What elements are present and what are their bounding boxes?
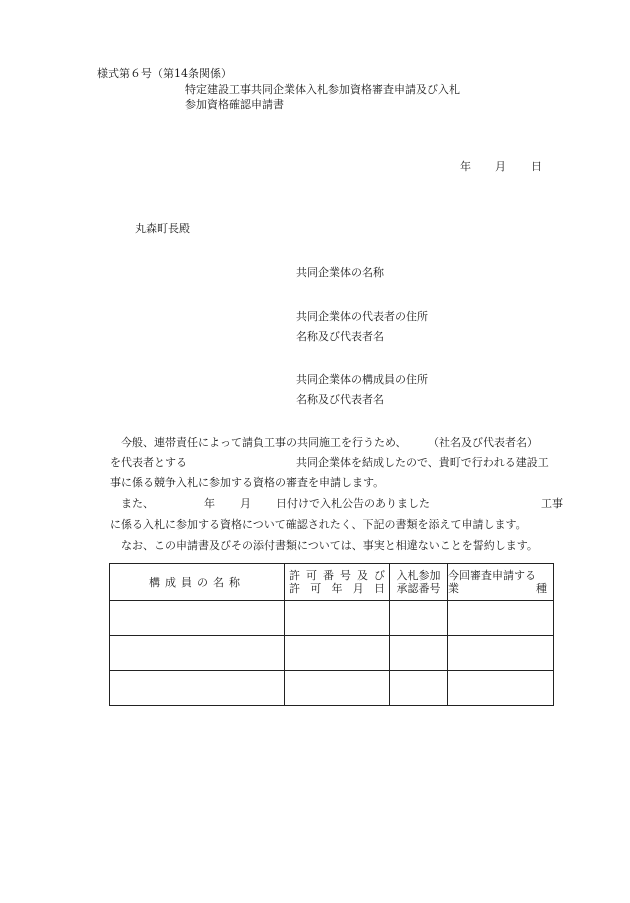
table-cell[interactable] [110,671,285,706]
body-p2-year: 年 [204,497,215,510]
col-business-type-header-line2a: 業 [448,582,459,595]
table-cell[interactable] [390,671,448,706]
body-p2-a: また、 [121,497,154,510]
body-p1-e: 事に係る競争入札に参加する資格の審査を申請します。 [110,476,385,489]
jv-name-label: 共同企業体の名称 [296,266,384,279]
rep-name-label: 名称及び代表者名 [296,330,384,343]
table-cell[interactable] [390,636,448,671]
table-header-row [110,564,554,601]
table-cell[interactable] [110,601,285,636]
body-p1-d: 共同企業体を結成したので、貴町で行われる建設工 [296,456,549,469]
body-p2-d: に係る入札に参加する資格について確認されたく、下記の書類を添えて申請します。 [110,518,527,531]
col-license-header-line1: 許可番号及び [289,569,385,582]
member-address-label: 共同企業体の構成員の住所 [296,373,428,386]
body-p2-c: 工事 [541,497,563,510]
table-row [110,601,554,636]
form-title-line2: 参加資格確認申請書 [185,98,284,111]
col-approval-header [390,564,448,601]
table-cell[interactable] [285,601,390,636]
member-table [109,563,554,706]
table-cell[interactable] [448,636,554,671]
col-approval-header-line1: 入札参加 [396,569,441,582]
date-year-label: 年 [460,160,471,173]
col-approval-header-line2: 承認番号 [396,582,441,595]
table-cell[interactable] [110,636,285,671]
table-cell[interactable] [285,671,390,706]
form-title-line1: 特定建設工事共同企業体入札参加資格審査申請及び入札 [185,83,460,96]
col-license-header [285,564,390,601]
col-business-type-header-line1: 今回審査申請する [448,569,536,582]
addressee: 丸森町長殿 [135,222,190,235]
table-row [110,636,554,671]
body-p2-month: 月 [240,497,251,510]
table-cell[interactable] [448,601,554,636]
body-p1-a: 今般、連帯責任によって請負工事の共同施工を行うため、 [121,436,407,449]
member-name-label: 名称及び代表者名 [296,393,384,406]
col-license-header-line2: 許可年月日 [289,582,385,595]
col-business-type-header [448,564,554,601]
body-p1-c: を代表者とする [110,456,187,469]
date-month-label: 月 [495,160,506,173]
table-row [110,671,554,706]
body-p2-b: 日付けで入札公告のありました [276,497,430,510]
date-day-label: 日 [531,160,542,173]
col-member-name-header: 構成員の名称 [110,564,285,601]
table-cell[interactable] [448,671,554,706]
body-p3: なお、この申請書及びその添付書類については、事実と相違ないことを誓約します。 [121,539,538,552]
col-business-type-header-line2b: 種 [536,582,547,595]
table-cell[interactable] [285,636,390,671]
table-cell[interactable] [390,601,448,636]
form-number: 様式第６号（第14条関係） [97,67,232,80]
body-p1-b: （社名及び代表者名） [428,436,538,449]
rep-address-label: 共同企業体の代表者の住所 [296,310,428,323]
